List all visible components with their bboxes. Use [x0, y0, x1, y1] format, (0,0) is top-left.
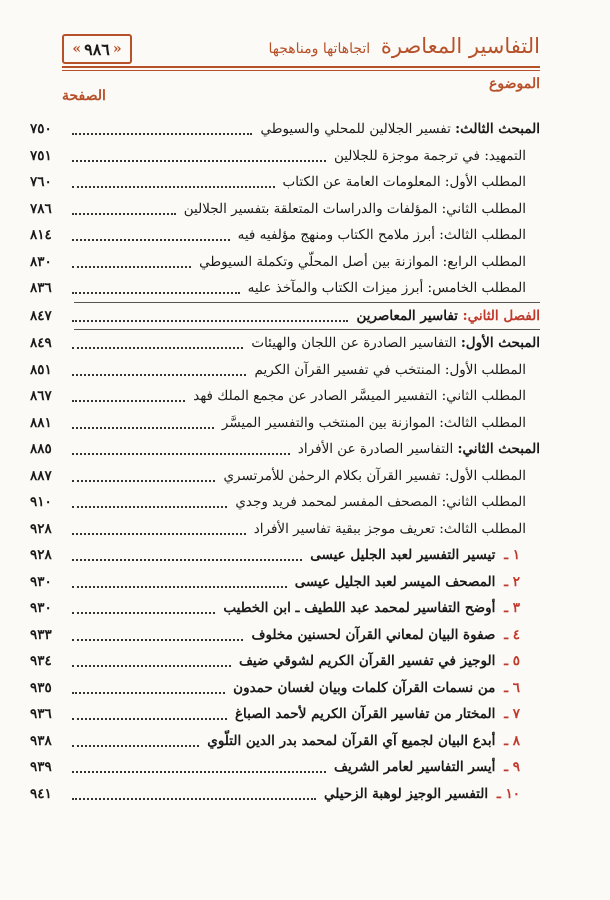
toc-entry-title	[193, 388, 540, 404]
toc-entry-title	[295, 574, 540, 590]
toc-entry	[30, 728, 540, 755]
dot-leader	[72, 480, 215, 482]
toc-entry-text: المنتخب في تفسير القرآن الكريم	[254, 361, 445, 378]
toc-entry-label: المطلب الرابع:	[442, 253, 526, 270]
toc-entry-text: الوجيز في تفسير القرآن الكريم لشوقي ضيف	[238, 653, 501, 670]
toc-entry-label: المطلب الثاني:	[441, 200, 526, 217]
dot-leader	[72, 559, 302, 561]
toc-entry-title	[251, 627, 540, 643]
toc-entry-title	[222, 415, 540, 431]
toc-entry	[30, 116, 540, 143]
toc-entry-title	[283, 174, 540, 190]
toc-entry-text: أيسر التفاسير لعامر الشريف	[334, 759, 501, 776]
toc-entry-page: ٩٣٠	[30, 573, 52, 590]
toc-entry-text: من نسمات القرآن كلمات وبيان لغسان حمدون	[233, 679, 501, 696]
toc-entry	[30, 249, 540, 276]
dot-leader	[72, 186, 275, 188]
toc-entry-text: أبرز ميزات الكتاب والمآخذ عليه	[247, 280, 428, 297]
toc-entry-page: ٩٣٦	[30, 706, 52, 723]
dot-leader	[72, 745, 199, 747]
toc-entry-label: الفصل الثاني:	[462, 307, 540, 324]
toc-entry-label: ٦ ـ	[504, 679, 520, 696]
toc-entry-label: المبحث الثاني:	[457, 441, 540, 458]
toc-entry-label: ٤ ـ	[504, 626, 520, 643]
toc-entry-label: التمهيد:	[484, 147, 526, 164]
toc-entry-title	[334, 759, 540, 775]
toc-entry	[30, 754, 540, 781]
toc-entry-page: ٨٨٧	[30, 467, 52, 484]
toc-entry-title	[235, 494, 540, 510]
dot-leader	[72, 692, 225, 694]
toc-entry-title	[207, 733, 540, 749]
toc-entry	[30, 303, 540, 330]
toc-entry-page: ٨٤٩	[30, 335, 52, 352]
dot-leader	[72, 798, 316, 800]
toc-entry-label: المبحث الثالث:	[455, 121, 540, 138]
toc-entry-text: تيسير التفسير لعبد الجليل عيسى	[310, 547, 501, 564]
toc-entry	[30, 648, 540, 675]
toc-entry-page: ٨٥١	[30, 361, 52, 378]
toc-entry-page: ٩٣٨	[30, 732, 52, 749]
toc-entry	[30, 542, 540, 569]
book-title	[268, 34, 540, 58]
toc-entry-page: ٩٣٣	[30, 626, 52, 643]
toc-entry-title	[356, 308, 540, 324]
toc-entry-text: المؤلفات والدراسات المتعلقة بتفسير الجلالين	[183, 200, 442, 217]
toc-entry-text: صفوة البيان لمعاني القرآن لحسنين مخلوف	[251, 626, 501, 643]
toc-entry-label: ٩ ـ	[504, 759, 520, 776]
toc-entry-text: التفسير الميسَّر الصادر عن مجمع الملك فهد	[193, 388, 442, 405]
dot-leader	[72, 718, 227, 720]
dot-leader	[72, 453, 290, 455]
toc-entry-label: المطلب الثالث:	[439, 414, 526, 431]
toc-entry-text: تفسير الجلالين للمحلي والسيوطي	[260, 121, 456, 138]
toc-entry-title	[310, 547, 540, 563]
toc-entry-page: ٩٣٠	[30, 600, 52, 617]
dot-leader	[72, 427, 214, 429]
toc-entry-text: الموازنة بين أصل المحلّي وتكملة السيوطي	[199, 253, 443, 270]
toc-entry-title	[184, 201, 540, 217]
page-number-box	[62, 34, 132, 64]
toc-entry	[30, 275, 540, 302]
toc-entry	[30, 675, 540, 702]
dot-leader	[72, 400, 185, 402]
toc-entry	[30, 436, 540, 463]
dot-leader	[72, 639, 243, 641]
toc-entry-title	[254, 521, 540, 537]
toc-entry	[30, 410, 540, 437]
toc-entry-label: المطلب الثالث:	[439, 227, 526, 244]
toc-entry-label: المطلب الثاني:	[441, 388, 526, 405]
dot-leader	[72, 133, 252, 135]
dot-leader	[72, 374, 246, 376]
toc-entry-title	[254, 362, 540, 378]
toc-entry-label: ٨ ـ	[504, 732, 520, 749]
bracket-ornament-icon: «	[112, 41, 122, 57]
toc-entry-page: ٩٤١	[30, 785, 52, 802]
toc-entry-text: الموازنة بين المنتخب والتفسير الميسَّر	[221, 414, 440, 431]
toc-entry-label: ١٠ ـ	[496, 785, 520, 802]
toc-entry	[30, 196, 540, 223]
toc-entry-page: ٧٨٦	[30, 200, 52, 217]
dot-leader	[72, 213, 176, 215]
header-rule-thin	[62, 70, 540, 71]
toc-entry-text: أبرز ملامح الكتاب ومنهج مؤلفيه فيه	[237, 227, 440, 244]
page-heading: الصفحة	[62, 88, 106, 104]
toc-entry-page: ٨٣٠	[30, 253, 52, 270]
toc-entry	[30, 781, 540, 808]
toc-entry-text: المختار من تفاسير القرآن الكريم لأحمد الصباغ	[234, 706, 501, 723]
toc-entry-page: ٨٨١	[30, 414, 52, 431]
dot-leader	[72, 239, 230, 241]
toc-entry	[30, 383, 540, 410]
book-title-sub: اتجاهاتها ومناهجها	[268, 41, 371, 57]
toc-entry-title	[334, 148, 540, 164]
toc-entry-label: المطلب الأول:	[444, 174, 526, 191]
book-title-main: التفاسير المعاصرة	[380, 34, 540, 58]
dot-leader	[72, 347, 243, 349]
toc-entry	[30, 463, 540, 490]
toc-entry-title	[238, 227, 540, 243]
toc-entry-text: المصحف المفسر لمحمد فريد وجدي	[235, 494, 442, 511]
toc-entry-page: ٩٣٥	[30, 679, 52, 696]
toc-entry-label: ٢ ـ	[504, 573, 520, 590]
toc-entry-title	[239, 653, 540, 669]
toc-entry-page: ٧٥٠	[30, 121, 52, 138]
toc-entry-label: ١ ـ	[504, 547, 520, 564]
toc-entry-title	[260, 121, 540, 137]
toc-entry	[30, 169, 540, 196]
toc-entry-text: التفاسير الصادرة عن الأفراد	[297, 441, 458, 458]
dot-leader	[72, 612, 215, 614]
toc-entry-text: تفسير القرآن بكلام الرحمٰن للأمرتسري	[223, 467, 445, 484]
toc-entry-label: ٧ ـ	[504, 706, 520, 723]
dot-leader	[72, 586, 287, 588]
toc-entry	[30, 595, 540, 622]
toc-entry	[30, 701, 540, 728]
toc-entry-label: المطلب الثالث:	[439, 520, 526, 537]
toc-entry-page: ٨١٤	[30, 227, 52, 244]
toc-entry-text: التفاسير الصادرة عن اللجان والهيئات	[251, 335, 461, 352]
dot-leader	[72, 665, 231, 667]
toc-entry-page: ٩٣٤	[30, 653, 52, 670]
toc-entry	[30, 357, 540, 384]
dot-leader	[72, 771, 326, 773]
dot-leader	[72, 160, 326, 162]
topic-heading: الموضوع	[489, 76, 540, 92]
toc-entry-text: المعلومات العامة عن الكتاب	[282, 174, 445, 191]
table-of-contents	[30, 116, 540, 807]
toc-entry-label: المطلب الخامس:	[427, 280, 526, 297]
toc-entry-label: المطلب الثاني:	[441, 494, 526, 511]
page-header	[62, 30, 540, 74]
toc-entry-label: المطلب الأول:	[444, 467, 526, 484]
dot-leader	[72, 266, 191, 268]
toc-entry-page: ٩٣٩	[30, 759, 52, 776]
dot-leader	[72, 506, 227, 508]
toc-entry-label: ٣ ـ	[504, 600, 520, 617]
toc-entry-page: ٩١٠	[30, 494, 52, 511]
dot-leader	[72, 320, 348, 322]
toc-entry	[30, 569, 540, 596]
toc-entry-title	[235, 706, 540, 722]
toc-entry-page: ٨٣٦	[30, 280, 52, 297]
toc-entry-title	[324, 786, 540, 802]
toc-entry	[30, 516, 540, 543]
toc-entry-page: ٨٤٧	[30, 307, 52, 324]
toc-entry	[30, 222, 540, 249]
page-number: ٩٨٦	[84, 39, 110, 59]
toc-entry	[30, 489, 540, 516]
toc-entry-title	[233, 680, 540, 696]
toc-entry-title	[251, 335, 540, 351]
toc-entry-text: في ترجمة موجزة للجلالين	[333, 147, 485, 164]
toc-entry-label: ٥ ـ	[504, 653, 520, 670]
bracket-ornament-icon: »	[72, 41, 82, 57]
toc-entry-label: المطلب الأول:	[444, 361, 526, 378]
toc-entry-title	[248, 280, 540, 296]
toc-entry-title	[223, 600, 540, 616]
toc-entry-text: أوضح التفاسير لمحمد عبد اللطيف ـ ابن الخطيب	[223, 600, 501, 617]
column-headings	[62, 76, 540, 106]
toc-entry-page: ٩٢٨	[30, 520, 52, 537]
toc-entry	[30, 622, 540, 649]
toc-entry-page: ٨٨٥	[30, 441, 52, 458]
toc-entry-page: ٩٢٨	[30, 547, 52, 564]
toc-entry-text: التفسير الوجيز لوهبة الزحيلي	[324, 785, 493, 802]
dot-leader	[72, 533, 246, 535]
toc-entry-page: ٧٦٠	[30, 174, 52, 191]
toc-entry-title	[298, 441, 540, 457]
dot-leader	[72, 292, 240, 294]
toc-entry-text: المصحف الميسر لعبد الجليل عيسى	[294, 573, 501, 590]
header-rule	[62, 66, 540, 68]
toc-entry-text: تعريف موجز ببقية تفاسير الأفراد	[253, 520, 440, 537]
toc-entry	[30, 330, 540, 357]
toc-entry-text: تفاسير المعاصرين	[356, 307, 463, 324]
toc-entry	[30, 143, 540, 170]
toc-entry-page: ٨٦٧	[30, 388, 52, 405]
toc-entry-page: ٧٥١	[30, 147, 52, 164]
toc-entry-title	[223, 468, 540, 484]
toc-entry-label: المبحث الأول:	[460, 335, 540, 352]
toc-entry-title	[199, 254, 540, 270]
toc-entry-text: أبدع البيان لجميع آي القرآن لمحمد بدر الدين التلّوي	[207, 732, 501, 749]
